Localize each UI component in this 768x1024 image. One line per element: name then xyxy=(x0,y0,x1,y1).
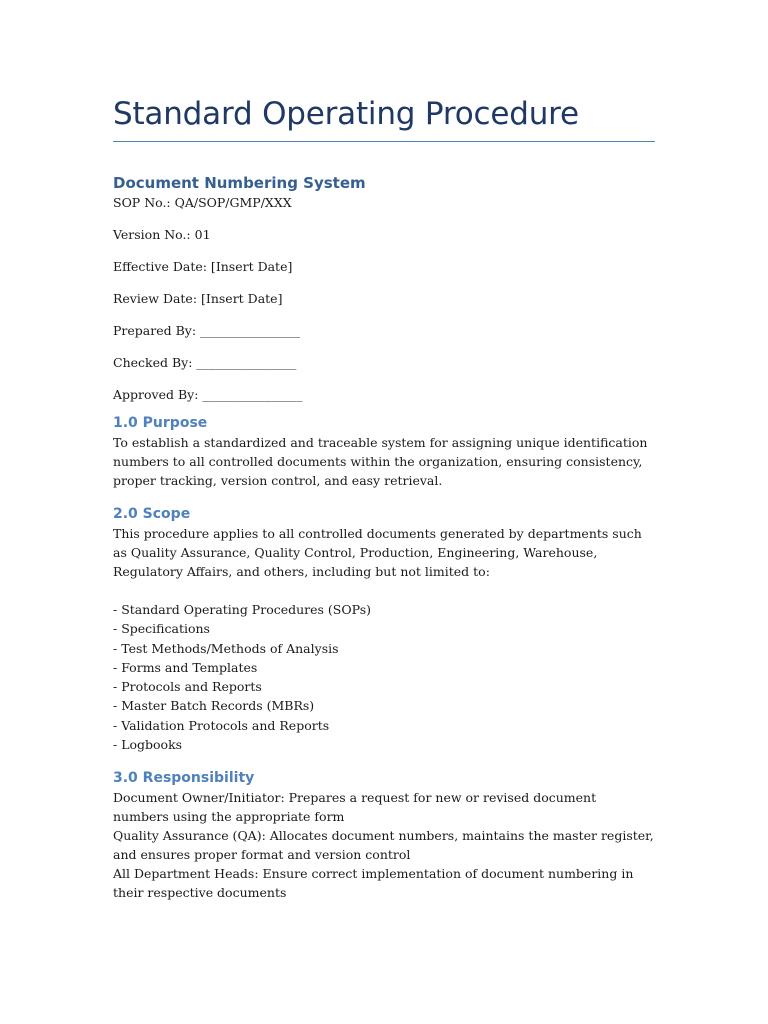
responsibility-heading: 3.0 Responsibility xyxy=(113,770,255,787)
responsibility-qa: Quality Assurance (QA): Allocates document numbers, maintains the master register, and ensures proper format and version control xyxy=(113,828,654,863)
list-item: - Protocols and Reports xyxy=(113,679,262,695)
list-item: - Forms and Templates xyxy=(113,659,258,675)
prepared-by-field: Prepared By: ________________ xyxy=(113,323,301,338)
version-no-field: Version No.: 01 xyxy=(113,227,211,242)
list-item: - Test Methods/Methods of Analysis xyxy=(113,640,339,656)
responsibility-department-heads: All Department Heads: Ensure correct implementation of document numbering in their respective documents xyxy=(113,866,634,901)
list-item: - Logbooks xyxy=(113,737,183,753)
purpose-heading: 1.0 Purpose xyxy=(113,415,208,431)
responsibility-owner: Document Owner/Initiator: Prepares a request for new or revised document numbers using the appropriate form xyxy=(113,790,597,825)
list-item: - Standard Operating Procedures (SOPs) xyxy=(113,602,371,617)
effective-date-field: Effective Date: [Insert Date] xyxy=(113,259,293,274)
scope-list xyxy=(113,600,655,754)
responsibility-text xyxy=(113,788,655,902)
list-item: - Master Batch Records (MBRs) xyxy=(113,698,315,714)
review-date-field: Review Date: [Insert Date] xyxy=(113,291,283,306)
page-title: Standard Operating Procedure xyxy=(113,92,655,142)
numbering-heading: Document Numbering System xyxy=(113,174,366,192)
document-page xyxy=(113,92,655,902)
list-item: - Specifications xyxy=(113,621,210,637)
checked-by-field: Checked By: ________________ xyxy=(113,355,297,370)
numbering-fields xyxy=(113,194,655,403)
scope-heading: 2.0 Scope xyxy=(113,506,191,522)
purpose-text: To establish a standardized and traceable system for assigning unique identification numbers to all controlled documents within the organization, ensuring consistency, proper tracking, version control, and easy retrieval. xyxy=(113,435,648,488)
scope-spacer xyxy=(113,581,655,600)
approved-by-field: Approved By: ________________ xyxy=(113,387,303,402)
scope-text: This procedure applies to all controlled documents generated by departments such as Quality Assurance, Quality Control, Production, Engineering, Warehouse, Regulatory Affairs, and others, including but not limited to: xyxy=(113,526,642,579)
sop-no-field: SOP No.: QA/SOP/GMP/XXX xyxy=(113,195,292,210)
list-item: - Validation Protocols and Reports xyxy=(113,717,330,733)
